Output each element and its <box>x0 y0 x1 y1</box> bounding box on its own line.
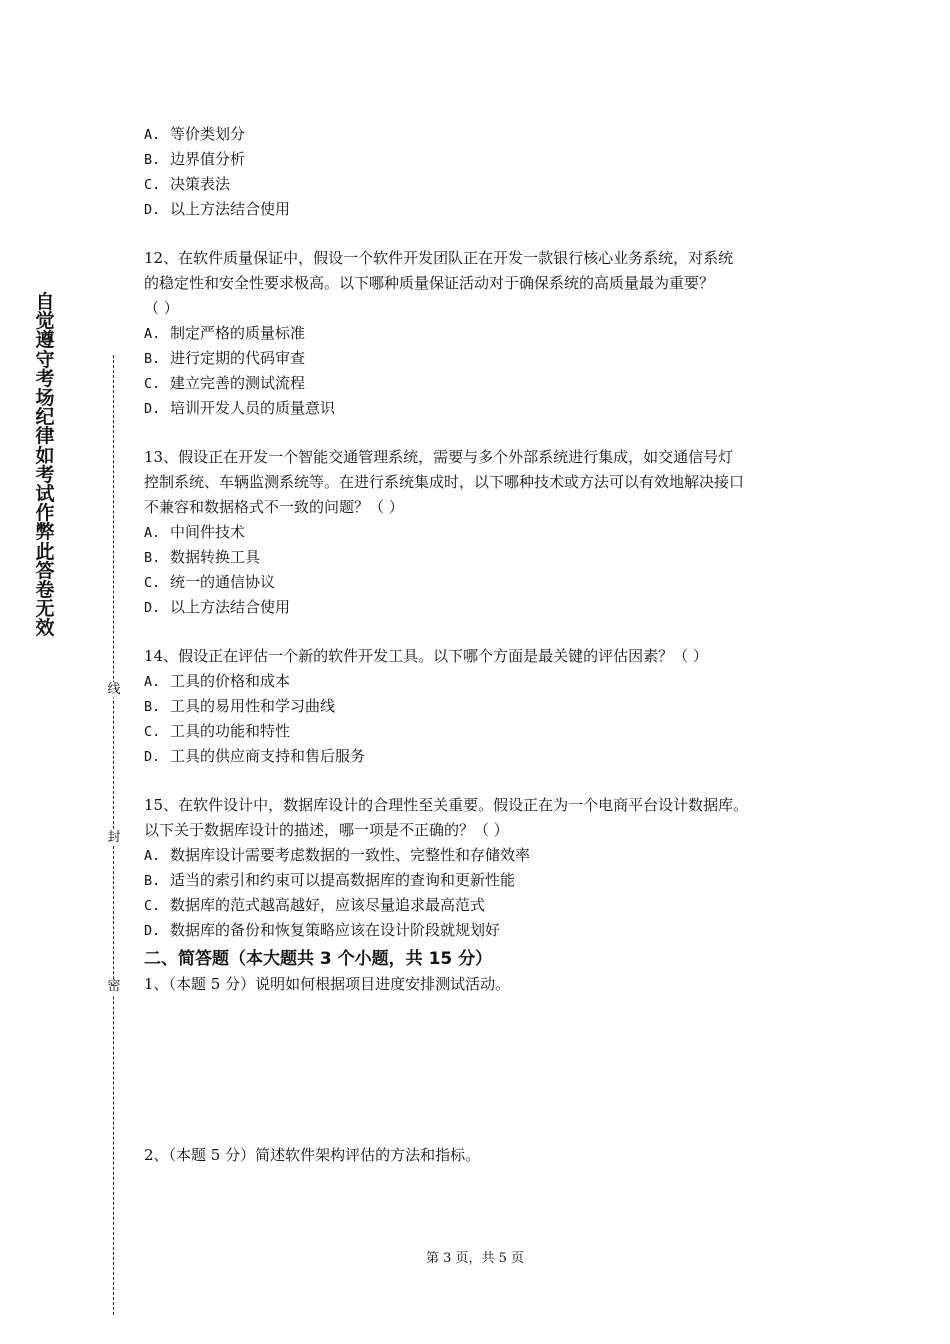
option-a: A. 中间件技术 <box>144 523 246 541</box>
question-text: 12、在软件质量保证中，假设一个软件开发团队正在开发一款银行核心业务系统，对系统 <box>144 249 734 267</box>
section-heading: 二、简答题（本大题共 3 个小题，共 15 分） <box>144 949 493 969</box>
question-text: 不兼容和数据格式不一致的问题？（ ） <box>144 498 404 516</box>
page-footer: 第 3 页，共 5 页 <box>425 1251 525 1266</box>
option-c: C. 统一的通信协议 <box>144 573 276 591</box>
option-b: B. 进行定期的代码审查 <box>144 349 306 367</box>
question-15 <box>144 793 814 943</box>
question-text: 控制系统、车辆监测系统等。在进行系统集成时，以下哪种技术或方法可以有效地解决接口 <box>144 473 745 491</box>
question-text: 14、假设正在评估一个新的软件开发工具。以下哪个方面是最关键的评估因素？（ ） <box>144 647 708 665</box>
question-12 <box>144 246 814 421</box>
short-answer-1: 1、（本题 5 分）说明如何根据项目进度安排测试活动。 <box>144 975 511 993</box>
question-text: 13、假设正在开发一个智能交通管理系统，需要与多个外部系统进行集成，如交通信号灯 <box>144 448 734 466</box>
option-d: D. 培训开发人员的质量意识 <box>144 399 336 417</box>
option-a: A. 等价类划分 <box>144 125 246 143</box>
option-c: C. 建立完善的测试流程 <box>144 374 306 392</box>
option-c: C. 工具的功能和特性 <box>144 722 291 740</box>
option-d: D. 以上方法结合使用 <box>144 200 291 218</box>
question-11 <box>144 122 814 222</box>
option-a: A. 制定严格的质量标准 <box>144 324 306 342</box>
seal-mark-feng: 封 <box>107 830 121 845</box>
option-a: A. 工具的价格和成本 <box>144 672 291 690</box>
short-answer-2: 2、（本题 5 分）简述软件架构评估的方法和指标。 <box>144 1146 481 1164</box>
option-d: D. 数据库的备份和恢复策略应该在设计阶段就规划好 <box>144 921 501 939</box>
option-b: B. 数据转换工具 <box>144 548 261 566</box>
answer-space <box>144 997 814 1143</box>
question-13 <box>144 445 814 620</box>
page-content <box>144 122 814 1168</box>
binding-notice: 自觉遵守考场纪律如考试作弊此答卷无效 <box>35 291 55 640</box>
question-text: 以下关于数据库设计的描述，哪一项是不正确的？（ ） <box>144 821 509 839</box>
question-text: 15、在软件设计中，数据库设计的合理性至关重要。假设正在为一个电商平台设计数据库。 <box>144 796 749 814</box>
option-a: A. 数据库设计需要考虑数据的一致性、完整性和存储效率 <box>144 846 531 864</box>
option-b: B. 边界值分析 <box>144 150 246 168</box>
option-d: D. 工具的供应商支持和售后服务 <box>144 747 366 765</box>
option-c: C. 数据库的范式越高越好，应该尽量追求最高范式 <box>144 896 486 914</box>
option-d: D. 以上方法结合使用 <box>144 598 291 616</box>
option-c: C. 决策表法 <box>144 175 231 193</box>
seal-mark-xian: 线 <box>107 682 121 697</box>
option-b: B. 工具的易用性和学习曲线 <box>144 697 336 715</box>
option-b: B. 适当的索引和约束可以提高数据库的查询和更新性能 <box>144 871 516 889</box>
question-14 <box>144 644 814 769</box>
question-text: （ ） <box>144 299 179 317</box>
question-text: 的稳定性和安全性要求极高。以下哪种质量保证活动对于确保系统的高质量最为重要？ <box>144 274 715 292</box>
seal-mark-mi: 密 <box>107 979 121 994</box>
